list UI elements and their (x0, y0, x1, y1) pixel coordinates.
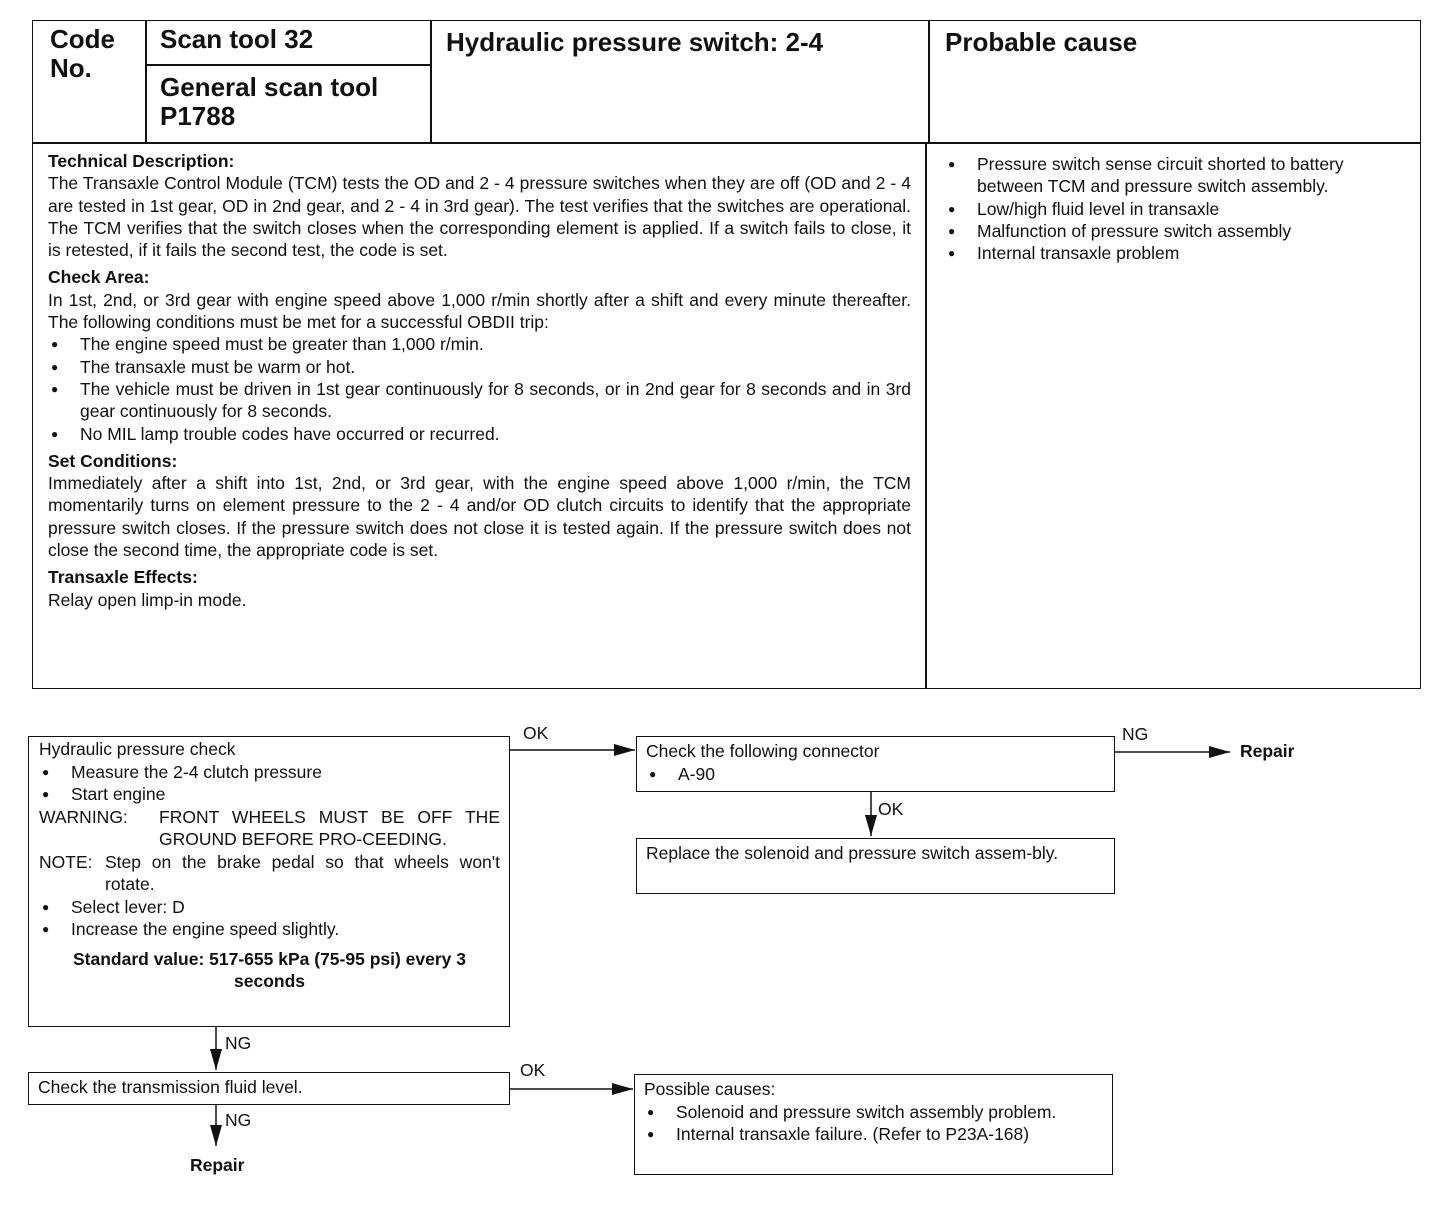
note (39, 851, 500, 896)
step1-item: ● Increase the engine speed slightly. (39, 918, 500, 941)
step2-title: Check the following connector (646, 741, 880, 761)
check-item: ● The vehicle must be driven in 1st gear continuously for 8 seconds, or in 2nd gear for 8 seconds and in 3rd gear continuously for 8 seconds. (48, 378, 911, 423)
step3-text: Replace the solenoid and pressure switch assem-bly. (646, 843, 1059, 863)
label-ng-2: NG (225, 1033, 252, 1053)
standard-value-text: 517-655 kPa (75-95 psi) every 3 seconds (209, 948, 466, 991)
step1-title: Hydraulic pressure check (39, 739, 236, 759)
step4-text: Check the transmission fluid level. (38, 1077, 303, 1097)
label-ng-1: NG (1122, 724, 1149, 744)
step-possible-causes (634, 1074, 1113, 1175)
technical-heading: Technical Description: (48, 151, 235, 171)
possible-cause-item: ● Internal transaxle failure. (Refer to P23A-168) (644, 1123, 1103, 1146)
label-ok-2: OK (878, 799, 904, 819)
check-text: In 1st, 2nd, or 3rd gear with engine speed above 1,000 r/min shortly after a shift and every minute thereafter. The following conditions must be met for a successful OBDII trip: (48, 289, 911, 333)
label-ok-1: OK (523, 723, 549, 743)
effects-heading: Transaxle Effects: (48, 567, 198, 588)
set-text: Immediately after a shift into 1st, 2nd, or 3rd gear, with the engine speed above 1,000 r/min, the TCM momentarily turns on element pressure to the 2 - 4 and/or OD clutch circuits to identify that the appropriate pressure switch closes. If the pressure switch does not close it is tested again. If the pressure switch does not close the second time, the appropriate code is set. (48, 473, 911, 561)
possible-cause-item: ● Solenoid and pressure switch assembly problem. (644, 1101, 1103, 1124)
check-heading: Check Area: (48, 267, 150, 288)
connector-item: ● A-90 (646, 763, 1105, 786)
step-check-connector (636, 736, 1115, 792)
note-label: NOTE: (39, 851, 93, 872)
general-scan-tool: General scan tool (160, 72, 379, 102)
note-text: Step on the brake pedal so that wheels won't rotate. (105, 851, 500, 894)
cause-item: ● Pressure switch sense circuit shorted to battery between TCM and pressure switch assembly. (945, 153, 1407, 198)
step1-item: ● Measure the 2-4 clutch pressure (39, 761, 500, 784)
general-scan-code: P1788 (160, 101, 236, 131)
step1-item: ● Start engine (39, 783, 500, 806)
step1-item: ● Select lever: D (39, 896, 500, 919)
page-title: Hydraulic pressure switch: 2-4 (446, 27, 824, 57)
check-item: ● No MIL lamp trouble codes have occurred or recurred. (48, 423, 911, 445)
label-ok-3: OK (520, 1060, 546, 1080)
cause-item: ● Malfunction of pressure switch assembly (945, 220, 1407, 242)
standard-value (39, 948, 500, 993)
step5-title: Possible causes: (644, 1079, 776, 1099)
probable-cause-heading: Probable cause (945, 27, 1138, 57)
label-ng-3: NG (225, 1110, 252, 1130)
label-repair-2: Repair (190, 1155, 245, 1175)
warning-text: FRONT WHEELS MUST BE OFF THE GROUND BEFORE PRO-CEEDING. (159, 806, 500, 849)
effects-text: Relay open limp-in mode. (48, 589, 247, 610)
technical-text: The Transaxle Control Module (TCM) tests the OD and 2 - 4 pressure switches when they are off (OD and 2 - 4 are tested in 1st gear, OD in 2nd gear, and 2 - 4 in 3rd gear). The test verifies that the switches are operational. The TCM verifies that the switch closes when the corresponding element is applied. If a switch fails to close, it is retested, if it fails the second test, the code is set. (48, 173, 911, 261)
label-repair-1: Repair (1240, 741, 1295, 761)
standard-label: Standard value: (72, 948, 205, 969)
step-hydraulic-pressure-check (28, 736, 510, 1027)
set-heading: Set Conditions: (48, 450, 178, 471)
step-check-fluid-level (28, 1072, 510, 1105)
check-item: ● The transaxle must be warm or hot. (48, 356, 911, 378)
warning (39, 806, 500, 851)
scan-tool-code: Scan tool 32 (160, 24, 314, 54)
code-no-label: Code No. (50, 24, 115, 83)
step-replace-solenoid (636, 838, 1115, 894)
cause-item: ● Internal transaxle problem (945, 242, 1407, 264)
check-item: ● The engine speed must be greater than 1,000 r/min. (48, 333, 911, 355)
cause-item: ● Low/high fluid level in transaxle (945, 198, 1407, 220)
warning-label: WARNING: (39, 806, 128, 827)
